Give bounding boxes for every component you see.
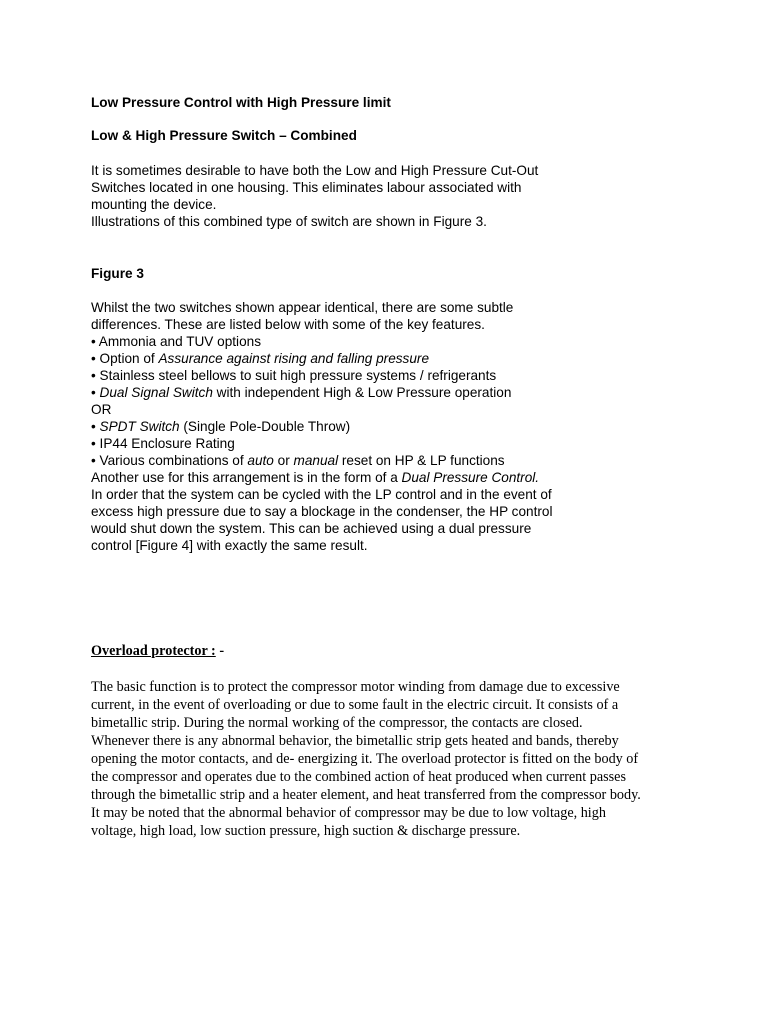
document-title: Low Pressure Control with High Pressure limit: [91, 95, 391, 110]
bullet-emphasis: auto: [247, 453, 274, 468]
body-line: It may be noted that the abnormal behavior of compressor may be due to low voltage, high: [91, 805, 606, 821]
body-line: current, in the event of overloading or due to some fault in the electric circuit. It consists of a: [91, 697, 619, 713]
bullet-emphasis: SPDT Switch: [99, 419, 180, 434]
intro-line: Illustrations of this combined type of switch are shown in Figure 3.: [91, 214, 487, 229]
overload-heading-suffix: -: [215, 643, 225, 659]
feature-bullet: • IP44 Enclosure Rating: [91, 436, 235, 451]
feature-bullet: [91, 452, 505, 469]
paragraph-line: [91, 469, 539, 486]
figure-desc-line: Whilst the two switches shown appear identical, there are some subtle: [91, 300, 514, 315]
bullet-emphasis: Dual Signal Switch: [99, 385, 213, 400]
bullet-text: with independent High & Low Pressure operation: [212, 385, 512, 400]
body-line: voltage, high load, low suction pressure, high suction & discharge pressure.: [91, 823, 521, 839]
body-line: Whenever there is any abnormal behavior, the bimetallic strip gets heated and bands, thereby: [91, 733, 619, 749]
intro-line: mounting the device.: [91, 197, 217, 212]
figure-label: Figure 3: [91, 266, 144, 281]
feature-bullet: • Stainless steel bellows to suit high pressure systems / refrigerants: [91, 368, 497, 383]
paragraph-emphasis: Dual Pressure Control.: [401, 470, 540, 485]
body-line: the compressor and operates due to the combined action of heat produced when current passes: [91, 769, 626, 785]
bullet-text: or: [273, 453, 294, 468]
section-subtitle: Low & High Pressure Switch – Combined: [91, 128, 357, 143]
or-separator: OR: [91, 402, 112, 417]
feature-bullet: [91, 418, 350, 435]
bullet-text: •: [91, 419, 100, 434]
feature-bullet: [91, 384, 511, 401]
feature-bullet: [91, 350, 429, 367]
paragraph-line: excess high pressure due to say a blockage in the condenser, the HP control: [91, 504, 553, 519]
overload-heading: [91, 642, 224, 660]
intro-line: Switches located in one housing. This eliminates labour associated with: [91, 180, 522, 195]
paragraph-line: control [Figure 4] with exactly the same result.: [91, 538, 368, 553]
bullet-text: • Various combinations of: [91, 453, 248, 468]
body-line: through the bimetallic strip and a heater element, and heat transferred from the compressor body.: [91, 787, 641, 803]
bullet-text: • Option of: [91, 351, 159, 366]
paragraph-line: would shut down the system. This can be achieved using a dual pressure: [91, 521, 532, 536]
feature-bullet: • Ammonia and TUV options: [91, 334, 261, 349]
bullet-emphasis: manual: [293, 453, 339, 468]
body-line: bimetallic strip. During the normal working of the compressor, the contacts are closed.: [91, 715, 583, 731]
body-line: opening the motor contacts, and de- energizing it. The overload protector is fitted on the body of: [91, 751, 639, 767]
bullet-text: •: [91, 385, 100, 400]
bullet-text: (Single Pole-Double Throw): [179, 419, 351, 434]
paragraph-text: Another use for this arrangement is in the form of a: [91, 470, 402, 485]
overload-heading-text: Overload protector :: [91, 643, 216, 659]
body-line: The basic function is to protect the compressor motor winding from damage due to excessive: [91, 679, 620, 695]
intro-line: It is sometimes desirable to have both the Low and High Pressure Cut-Out: [91, 163, 539, 178]
bullet-emphasis: Assurance against rising and falling pressure: [158, 351, 429, 366]
paragraph-line: In order that the system can be cycled with the LP control and in the event of: [91, 487, 552, 502]
figure-desc-line: differences. These are listed below with some of the key features.: [91, 317, 485, 332]
bullet-text: reset on HP & LP functions: [338, 453, 505, 468]
